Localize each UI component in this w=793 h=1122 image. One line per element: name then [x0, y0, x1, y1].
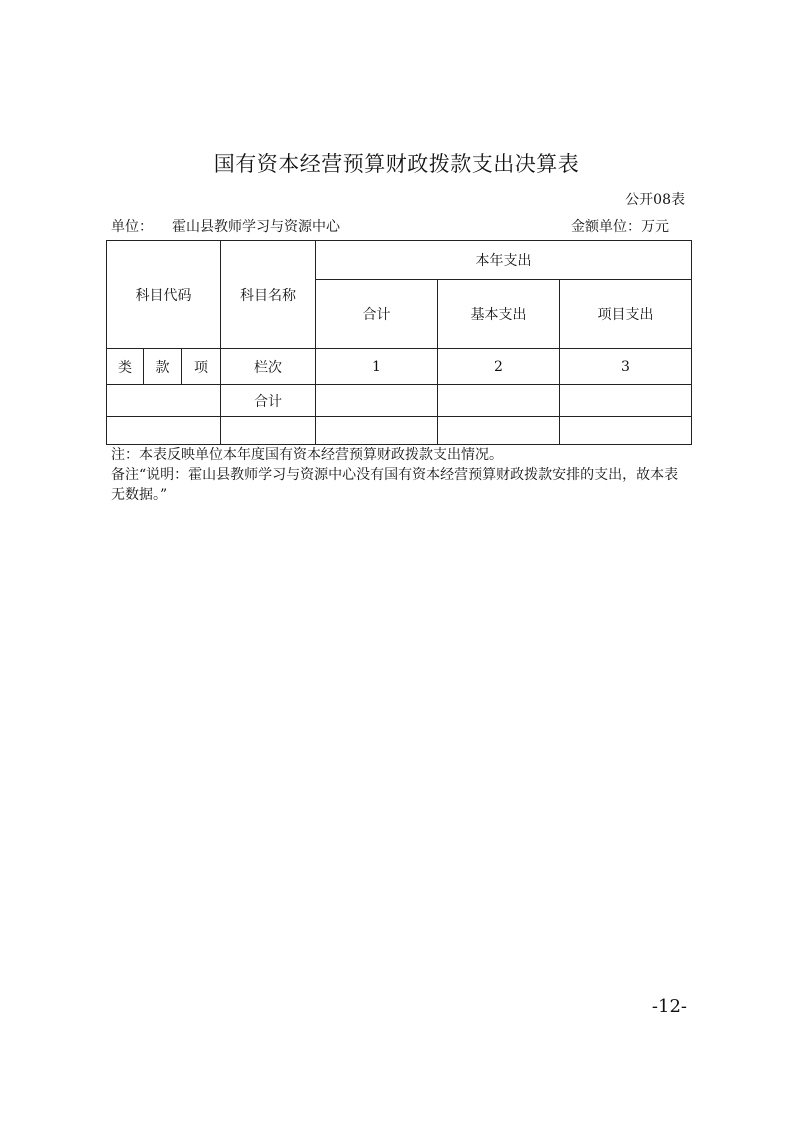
empty-cell	[438, 417, 560, 445]
col-3-index: 3	[560, 349, 692, 385]
col-1-index: 1	[316, 349, 438, 385]
total-row-basic	[438, 385, 560, 417]
unit-label: 单位：	[111, 219, 153, 235]
lei-cell: 类	[107, 349, 144, 385]
form-number: 公开08表	[625, 192, 685, 208]
empty-cell	[107, 417, 221, 445]
total-row-project	[560, 385, 692, 417]
page-title: 国有资本经营预算财政拨款支出决算表	[213, 152, 580, 176]
basic-expense-header: 基本支出	[438, 280, 560, 349]
notes	[111, 445, 689, 505]
page-number: -12-	[651, 996, 687, 1017]
project-expense-header: 项目支出	[560, 280, 692, 349]
note-line-1: 注：本表反映单位本年度国有资本经营预算财政拨款支出情况。	[111, 447, 503, 463]
lanci-cell: 栏次	[221, 349, 316, 385]
empty-cell	[221, 417, 316, 445]
total-row-sum	[316, 385, 438, 417]
empty-cell	[316, 417, 438, 445]
amount-unit: 金额单位：万元	[571, 219, 669, 235]
header-row-1	[107, 241, 692, 280]
code-header: 科目代码	[107, 241, 221, 349]
total-row-code	[107, 385, 221, 417]
name-header: 科目名称	[221, 241, 316, 349]
column-index-row	[107, 349, 692, 385]
unit-name: 霍山县教师学习与资源中心	[172, 219, 340, 235]
year-expense-header: 本年支出	[316, 241, 692, 280]
total-row	[107, 385, 692, 417]
empty-cell	[560, 417, 692, 445]
xiang-cell: 项	[182, 349, 221, 385]
total-row-label: 合计	[221, 385, 316, 417]
note-line-2: 备注“说明：霍山县教师学习与资源中心没有国有资本经营预算财政拨款安排的支出，故本表无数据。”	[111, 467, 679, 503]
kuan-cell: 款	[144, 349, 182, 385]
total-header: 合计	[316, 280, 438, 349]
col-2-index: 2	[438, 349, 560, 385]
expenditure-table	[106, 240, 692, 445]
empty-row	[107, 417, 692, 445]
